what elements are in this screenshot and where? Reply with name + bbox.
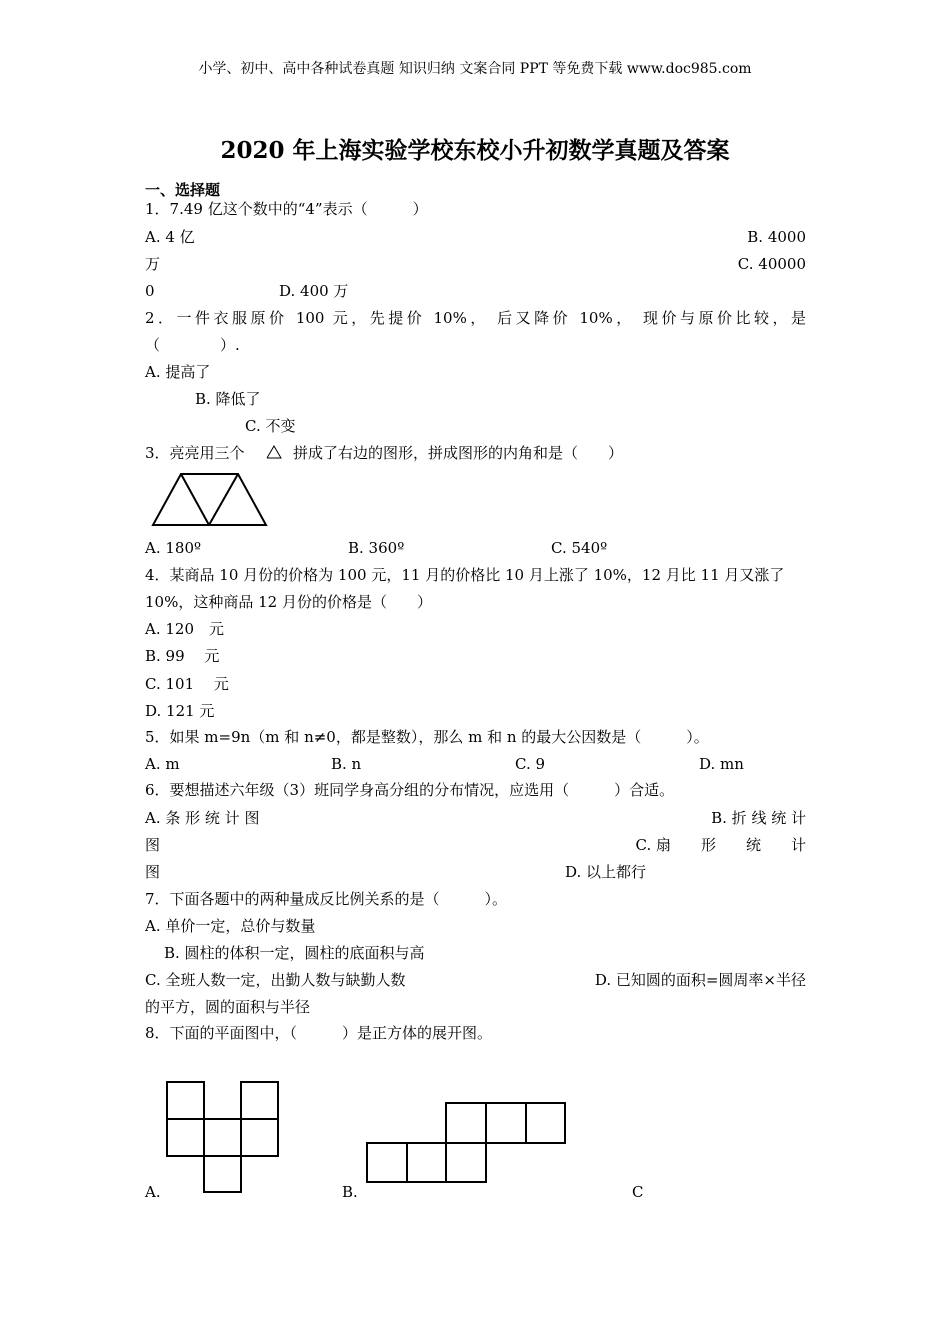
q5-option-c: C. 9 xyxy=(515,755,546,773)
q6-option-c: C. 扇 形 统 计 xyxy=(635,836,806,854)
q2-option-a: A. 提高了 xyxy=(145,363,211,381)
page-title: 2020 年上海实验学校东校小升初数学真题及答案 xyxy=(220,137,730,164)
q4-stem-line1: 4．某商品 10 月份的价格为 100 元，11 月的价格比 10 月上涨了 10%，12 月比 11 月又涨了 xyxy=(145,566,785,584)
trapezoid-figure xyxy=(150,470,270,528)
cube-net-a xyxy=(164,1079,282,1195)
q6-option-b-cont: 图 xyxy=(145,836,161,854)
cube-net-b xyxy=(364,1100,568,1185)
q1-option-c-cont: 0 xyxy=(145,282,155,300)
small-triangle-icon xyxy=(264,443,284,461)
q7-option-d-cont: 的平方，圆的面积与半径 xyxy=(145,998,311,1016)
q3-stem-pre: 3．亮亮用三个 xyxy=(145,444,245,462)
q4-option-c: C. 101 元 xyxy=(145,675,229,693)
q4-option-d: D. 121 元 xyxy=(145,702,215,720)
q6-option-d: D. 以上都行 xyxy=(565,863,647,881)
q2-stem-line2: （ ）. xyxy=(145,336,240,354)
q6-stem: 6．要想描述六年级（3）班同学身高分组的分布情况，应选用（ ）合适。 xyxy=(145,781,675,799)
q1-option-b: B. 4000 xyxy=(747,228,806,246)
q3-stem-post: 拼成了右边的图形，拼成图形的内角和是（ ） xyxy=(293,444,624,462)
q2-option-b: B. 降低了 xyxy=(195,390,261,408)
q7-option-c: C. 全班人数一定，出勤人数与缺勤人数 xyxy=(145,971,406,989)
q1-option-a: A. 4 亿 xyxy=(145,228,195,246)
q1-option-c: C. 40000 xyxy=(737,255,806,273)
q3-option-b: B. 360º xyxy=(348,539,405,557)
q6-option-b: B. 折 线 统 计 xyxy=(711,809,806,827)
q5-option-a: A. m xyxy=(145,755,180,773)
q5-option-d: D. mn xyxy=(699,755,744,773)
q8-stem: 8．下面的平面图中，（ ）是正方体的展开图。 xyxy=(145,1024,493,1042)
q8-option-c: C xyxy=(632,1183,644,1201)
q2-stem-line1: 2．一件衣服原价 100 元，先提价 10%， 后又降价 10%， 现价与原价比较，是 xyxy=(145,309,806,327)
q5-option-b: B. n xyxy=(331,755,362,773)
q1-stem: 1．7.49 亿这个数中的“4”表示（ ） xyxy=(145,200,428,218)
q7-option-d: D. 已知圆的面积=圆周率×半径 xyxy=(594,971,806,989)
q2-option-c: C. 不变 xyxy=(245,417,296,435)
q4-option-b: B. 99 元 xyxy=(145,647,220,665)
q3-option-a: A. 180º xyxy=(145,539,202,557)
page-header: 小学、初中、高中各种试卷真题 知识归纳 文案合同 PPT 等免费下载 www.doc985.com xyxy=(198,61,752,77)
q7-option-a: A. 单价一定，总价与数量 xyxy=(145,917,316,935)
q6-option-a: A. 条 形 统 计 图 xyxy=(145,809,260,827)
q1-option-d: D. 400 万 xyxy=(279,282,349,300)
q4-stem-line2: 10%，这种商品 12 月份的价格是（ ） xyxy=(145,593,432,611)
section-heading: 一、选择题 xyxy=(145,181,221,199)
q8-option-b: B. xyxy=(342,1183,358,1201)
q4-option-a: A. 120 元 xyxy=(145,620,224,638)
q3-option-c: C. 540º xyxy=(551,539,608,557)
q7-stem: 7．下面各题中的两种量成反比例关系的是（ ）。 xyxy=(145,890,508,908)
q7-option-b: B. 圆柱的体积一定，圆柱的底面积与高 xyxy=(164,944,425,962)
q1-option-b-cont: 万 xyxy=(145,255,161,273)
q5-stem: 5．如果 m=9n（m 和 n≠0，都是整数），那么 m 和 n 的最大公因数是（ ）。 xyxy=(145,728,709,746)
q8-option-a: A. xyxy=(145,1183,161,1201)
q6-option-c-cont: 图 xyxy=(145,863,161,881)
